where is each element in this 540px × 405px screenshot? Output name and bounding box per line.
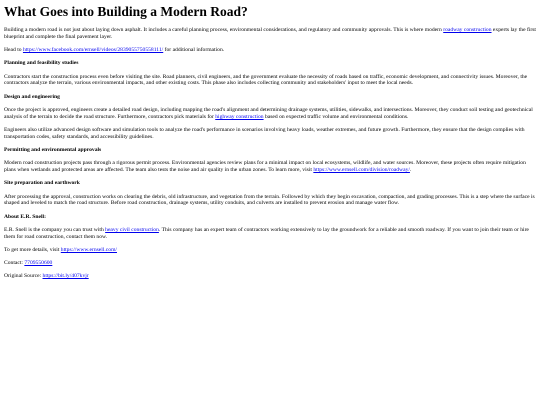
contact-paragraph bbox=[4, 260, 536, 267]
details-text: To get more details, visit bbox=[4, 246, 61, 253]
head-to-text-end: for additional information. bbox=[163, 47, 225, 54]
site-prep-paragraph: After processing the approval, construction works on clearing the debris, old infrastructure, and vegetation from the terrain. Followed by which they begin excavation, compaction, and grading processes. This is a step where the surface is shaped and leveled to match the road structure. Before road construction, drainage systems, utility conduits, and culverts are installed to prevent erosion and manage water flow. bbox=[4, 193, 535, 207]
details-paragraph bbox=[4, 247, 536, 254]
intro-text-end: experts lay the first blueprint and complete the final pavement layer. bbox=[4, 27, 536, 40]
ernsell-website-link[interactable]: https://www.ernsell.com/ bbox=[60, 246, 117, 253]
contact-label: Contact: bbox=[4, 260, 25, 267]
design-paragraph-1 bbox=[4, 107, 536, 121]
design-text: Once the project is approved, engineers create a detailed road design, including mapping the road's alignment and determining drainage systems, utilities, sidewalks, and intersections. Moreover, they conduct soil testing and geotechnical analysis of the terrain to decide the road structure. Furthermore, contractors pick materials for bbox=[4, 106, 533, 120]
intro-text: Building a modern road is not just about laying down asphalt. It includes a careful planning process, environmental considerations, and regulatory and community approvals. This is where modern bbox=[4, 27, 444, 33]
permitting-heading: Permitting and environmental approvals bbox=[4, 147, 102, 154]
facebook-video-link[interactable]: https://www.facebook.com/ernsell/videos/2839055750558111/ bbox=[22, 47, 164, 54]
about-paragraph bbox=[4, 227, 536, 241]
permitting-paragraph bbox=[4, 160, 536, 174]
roadway-construction-link[interactable]: roadway construction bbox=[443, 27, 492, 33]
permitting-text-end: . bbox=[409, 167, 412, 174]
planning-paragraph: Contractors start the construction process even before visiting the site. Road planners, civil engineers, and the government evaluate the necessity of roads based on traffic, economic development, and connectivity issues. Moreover, the contractors analyze the terrain, various environmental impacts, and other existing costs. This phase also includes collecting community and stakeholders' input to meet the local needs. bbox=[4, 73, 528, 87]
head-to-text: Head to bbox=[4, 47, 23, 54]
contact-phone-link[interactable]: 7709550600 bbox=[24, 260, 53, 267]
roadway-division-link[interactable]: https://www.ernsell.com/division/roadway/ bbox=[313, 167, 410, 174]
permitting-text: Modern road construction projects pass through a rigorous permit process. Environmental agencies review plans for a minimal impact on local ecosystems, wildlife, and water sources. Moreover, these projects often require mitigation plans when wetlands and protected areas are affected. The team also tests the noise and air quality in the urban zones. To learn more, visit bbox=[4, 160, 526, 174]
source-label: Original Source: bbox=[4, 273, 43, 280]
highway-construction-link[interactable]: highway construction bbox=[215, 113, 264, 120]
planning-heading: Planning and feasibility studies bbox=[4, 60, 79, 67]
original-source-link[interactable]: https://bit.ly/407kvjr bbox=[42, 273, 89, 280]
site-prep-heading: Site preparation and earthwork bbox=[4, 180, 80, 187]
head-to-paragraph bbox=[4, 47, 536, 54]
about-text: E.R. Snell is the company you can trust with bbox=[4, 226, 106, 233]
about-heading: About E.R. Snell: bbox=[4, 213, 46, 220]
page-title: What Goes into Building a Modern Road? bbox=[4, 4, 248, 19]
about-text-end: . This company has an expert team of contractors working extensively to lay the groundwork for a reliable and smooth roadway. If you want to join their team or hire them for road construction, contact them now. bbox=[4, 226, 529, 240]
heavy-civil-construction-link[interactable]: heavy civil construction bbox=[105, 226, 159, 233]
design-heading: Design and engineering bbox=[4, 93, 60, 100]
intro-paragraph bbox=[4, 27, 536, 41]
design-text-end: based on expected traffic volume and environmental conditions. bbox=[263, 113, 409, 120]
design-paragraph-2: Engineers also utilize advanced design software and simulation tools to analyze the road's performance in scenarios involving heavy loads, weather extremes, and future growth. Furthermore, they ensure that the design complies with transportation codes, safety standards, and accessibility guidelines. bbox=[4, 126, 525, 140]
source-paragraph bbox=[4, 273, 536, 280]
